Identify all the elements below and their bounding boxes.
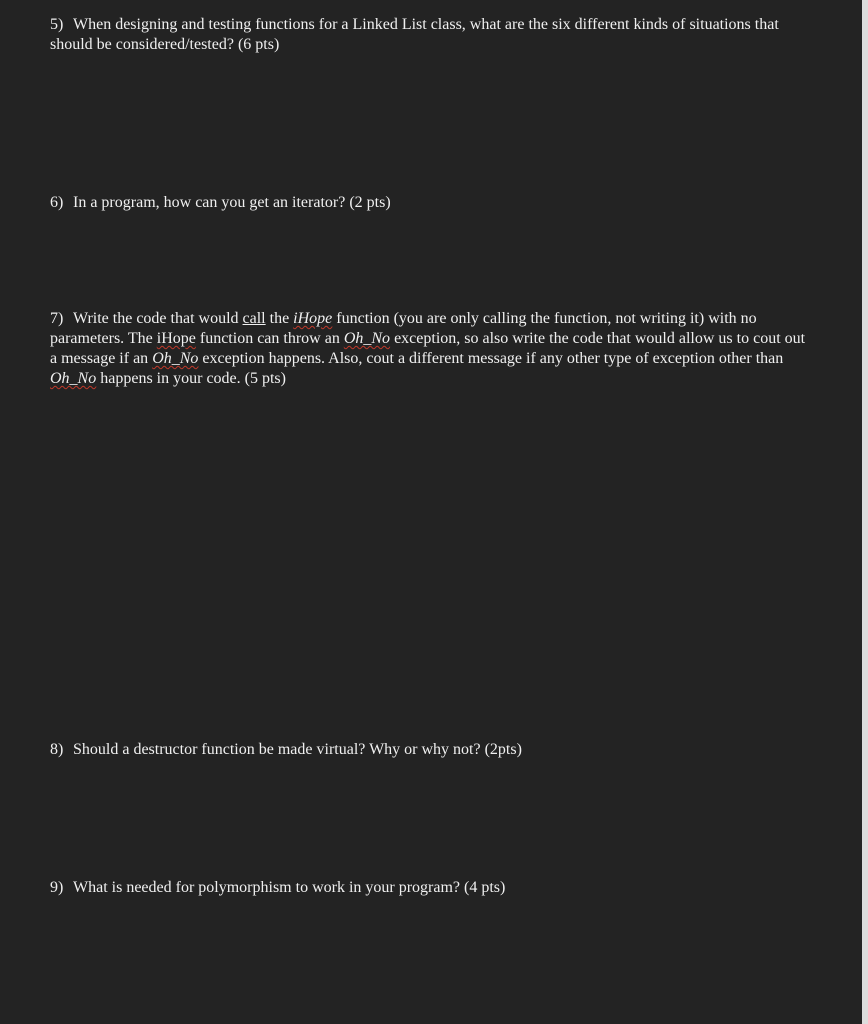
question-text: In a program, how can you get an iterator? (2 pts): [73, 194, 391, 211]
exception-name-oh-no: Oh_No: [50, 370, 97, 387]
question-7: [50, 309, 810, 389]
question-5: [50, 15, 810, 55]
question-8: [50, 740, 810, 760]
exception-name-oh-no: Oh_No: [152, 350, 199, 367]
exception-name-oh-no: Oh_No: [343, 330, 391, 347]
question-text: What is needed for polymorphism to work in your program? (4 pts): [73, 879, 506, 896]
question-text-part: function can throw an: [195, 330, 344, 347]
question-number: 9): [50, 879, 64, 896]
question-number: 7): [50, 310, 64, 327]
question-text: When designing and testing functions for a Linked List class, what are the six different kinds of situations that should be considered/tested? (6 pts): [50, 16, 779, 53]
underlined-word-call: call: [242, 310, 266, 327]
question-text-part: the: [265, 310, 294, 327]
question-text-part: exception, so also write the code that would allow us to cout out a message if an: [50, 330, 806, 367]
question-text-part: exception happens. Also, cout a different message if any other type of exception other than: [198, 350, 784, 367]
question-text-part: happens in your code. (5 pts): [96, 370, 286, 387]
page-edge: [862, 0, 868, 1024]
question-text: Should a destructor function be made virtual? Why or why not? (2pts): [73, 741, 522, 758]
question-number: 6): [50, 194, 64, 211]
function-name-ihope: iHope: [293, 310, 333, 327]
question-6: [50, 193, 810, 213]
question-number: 5): [50, 16, 64, 33]
question-text-part: function (you are only calling the function, not writing it) with no parameters. The: [50, 310, 757, 347]
question-text-part: Write the code that would: [73, 310, 243, 327]
question-9: [50, 878, 810, 898]
question-number: 8): [50, 741, 64, 758]
function-name-ihope: iHope: [156, 330, 196, 347]
